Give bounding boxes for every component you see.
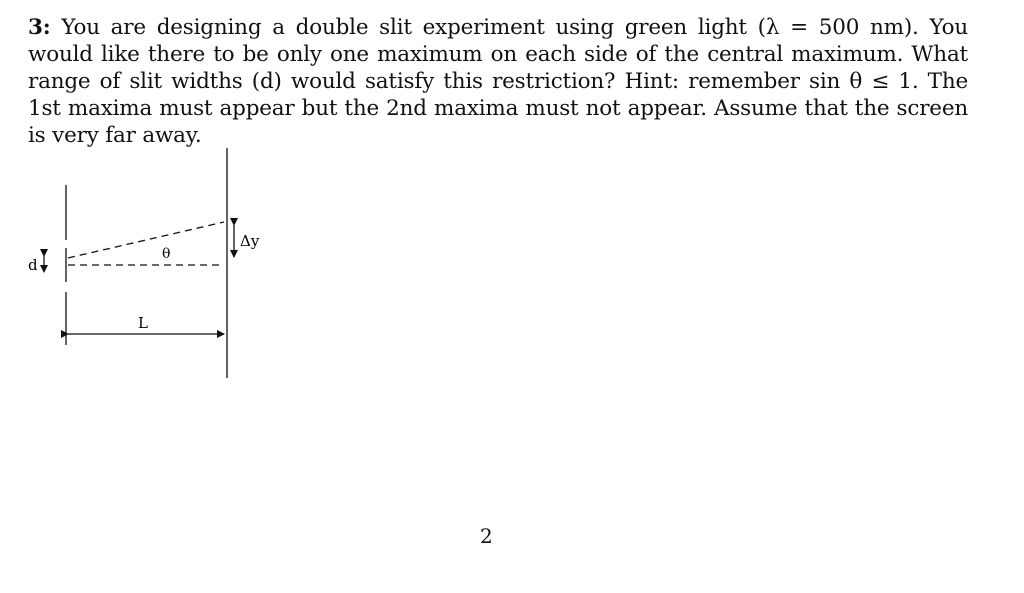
label-delta-y: Δy [240,232,260,250]
double-slit-diagram [0,140,300,390]
problem-number: 3: [28,15,51,40]
label-d: d [28,256,38,274]
label-theta: θ [162,246,171,262]
problem-text: You are designing a double slit experiment using green light (λ = 500 nm). You would like there to be only one maximum on each side of the central maximum. What range of slit widths (d) would satisfy this restriction? Hint: remember sin θ ≤ 1. The 1st maxima must appear but the 2nd maxima must not appear. Assume that the screen is very far away. [28,15,968,148]
page-number: 2 [480,524,493,548]
angled-ray-dashed [68,222,224,258]
label-L: L [138,314,148,332]
problem-statement [28,14,968,149]
